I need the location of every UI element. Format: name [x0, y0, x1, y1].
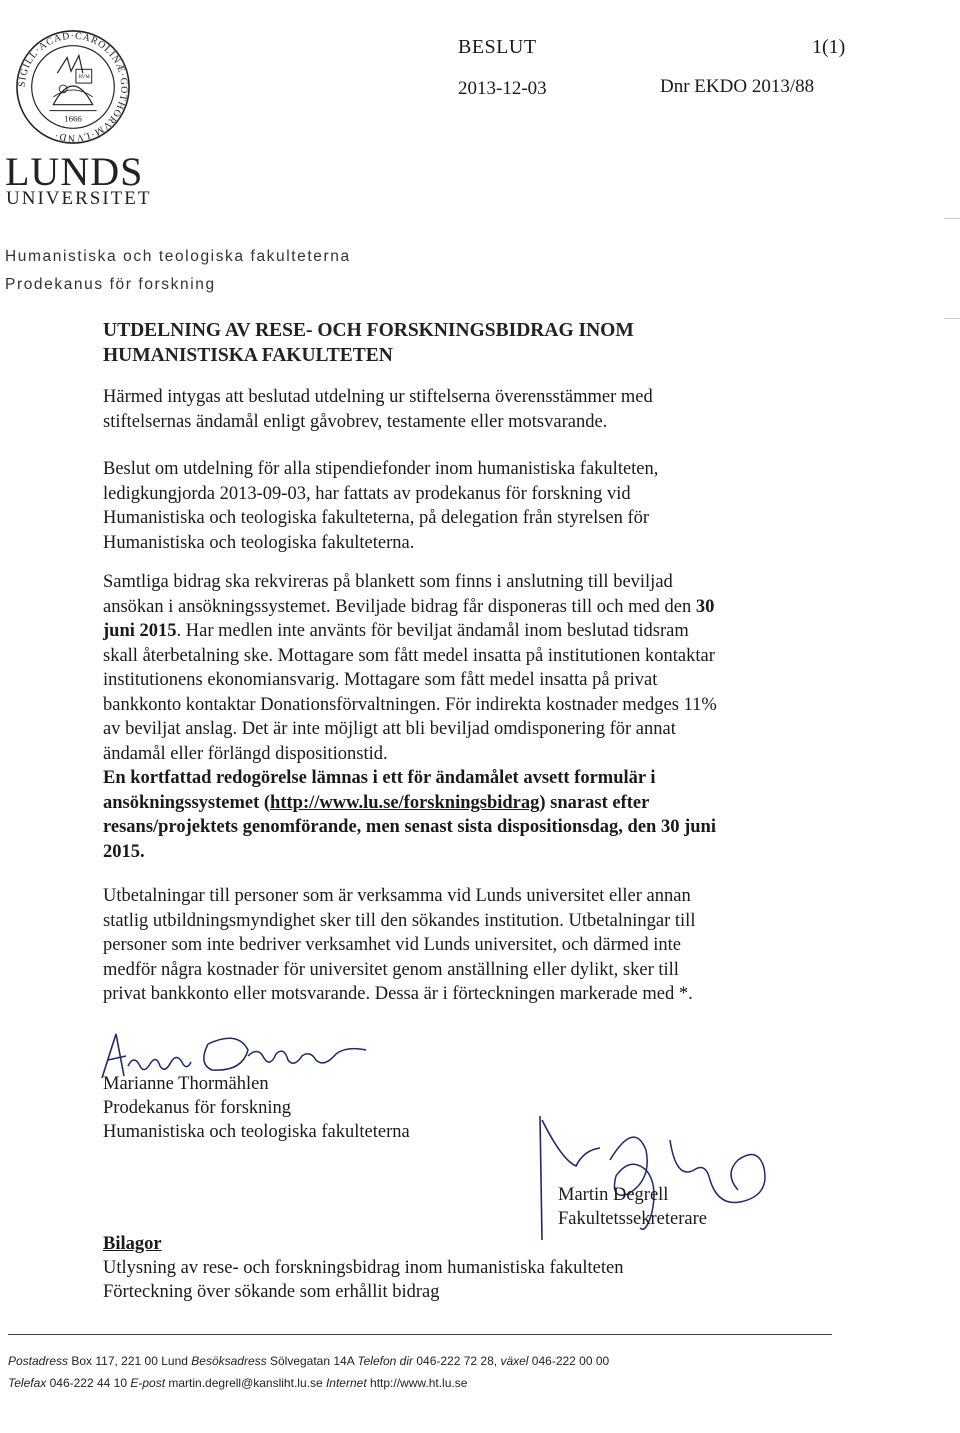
faculty-name: Humanistiska och teologiska fakulteterna [5, 248, 351, 265]
signer-role: Fakultetssekreterare [558, 1209, 707, 1229]
office-name: Prodekanus för forskning [5, 276, 216, 293]
text-line: ledigkungjorda 2013-09-03, har fattats av prodekanus för forskning vid [103, 483, 631, 504]
text-line: skall återbetalning ske. Mottagare som fått medel insatta på institutionen kontaktar [103, 645, 715, 666]
text-line: Utbetalningar till personer som är verksamma vid Lunds universitet eller annan [103, 886, 691, 906]
attachments-heading: Bilagor [103, 1234, 162, 1254]
svg-text:1666: 1666 [64, 113, 82, 124]
text-line: En kortfattad redogörelse lämnas i ett för ändamålet avsett formulär i [103, 768, 656, 788]
text-line: ansökningssystemet (http://www.lu.se/forskningsbidrag) snarast efter [103, 792, 650, 813]
document-reference: Dnr EKDO 2013/88 [660, 76, 815, 97]
text-line: Humanistiska och teologiska fakulteterna. [103, 532, 415, 553]
text-line: Beslut om utdelning för alla stipendiefonder inom humanistiska fakulteten, [103, 459, 659, 479]
svg-text:RVM: RVM [78, 75, 90, 81]
research-grant-link[interactable]: http://www.lu.se/forskningsbidrag [270, 792, 540, 813]
paragraph-decision [103, 457, 743, 555]
title-line: UTDELNING AV RESE- OCH FORSKNINGSBIDRAG INOM [103, 320, 634, 341]
signer-unit: Humanistiska och teologiska fakulteterna [103, 1122, 410, 1142]
document-date: 2013-12-03 [458, 78, 547, 99]
page-number: 1(1) [812, 36, 846, 58]
footer-address-line: Postadress Box 117, 221 00 Lund Besöksadress Sölvegatan 14A Telefon dir 046-222 72 28, växel 046-222 00 00 [8, 1354, 610, 1368]
paragraph-certification [103, 385, 743, 434]
paragraph-payments [103, 884, 743, 1007]
text-line: resans/projektets genomförande, men senast sista dispositionsdag, den 30 juni [103, 817, 716, 837]
attachment-item: Utlysning av rese- och forskningsbidrag inom humanistiska fakulteten [103, 1258, 624, 1278]
signer-role: Prodekanus för forskning [103, 1098, 292, 1118]
paragraph-report-notice [103, 766, 743, 864]
footer-divider [8, 1334, 832, 1335]
text-line: av beviljat anslag. Det är inte möjligt att bli beviljad omdisponering för annat [103, 719, 676, 739]
text-line: statlig utbildningsmyndighet sker till den sökandes institution. Utbetalningar till [103, 910, 696, 931]
signer-name: Marianne Thormählen [103, 1074, 269, 1094]
signer-name: Martin Degrell [558, 1185, 669, 1205]
text-line: privat bankkonto eller motsvarande. Dessa är i förteckningen markerade med *. [103, 984, 693, 1004]
text-line: medför några kostnader för universitet genom anställning eller dylikt, sker till [103, 959, 679, 980]
text-line: juni 2015. Har medlen inte använts för beviljat ändamål inom beslutad tidsram [103, 621, 689, 641]
text-line: 2015. [103, 841, 145, 862]
text-line: Humanistiska och teologiska fakulteterna, på delegation från styrelsen för [103, 508, 650, 528]
attachment-item: Förteckning över sökande som erhållit bidrag [103, 1282, 440, 1302]
text-line: personer som inte bedriver verksamhet vid Lunds universitet, och därmed inte [103, 935, 681, 955]
deadline-month-year: juni 2015 [103, 621, 177, 641]
scan-edge-mark [944, 218, 960, 219]
text-line: ändamål eller förlängd dispositionstid. [103, 743, 388, 764]
brand-subname: UNIVERSITET [6, 188, 152, 209]
text-line: bankkonto kontaktar Donationsförvaltningen. För indirekta kostnader medges 11% [103, 694, 717, 715]
footer-contact-line: Telefax 046-222 44 10 E-post martin.degrell@kansliht.lu.se Internet http://www.ht.lu.se [8, 1376, 468, 1390]
text-line: institutionens ekonomiansvarig. Mottagare som fått medel insatta på privat [103, 670, 658, 690]
attachments-list [103, 1256, 623, 1304]
deadline-day: 30 [695, 596, 715, 617]
scan-edge-mark [944, 318, 960, 319]
title-line: HUMANISTISKA FAKULTETEN [103, 345, 393, 366]
paragraph-requisition [103, 570, 743, 766]
document-title [103, 318, 634, 368]
signer-block-1 [103, 1072, 410, 1144]
university-seal-icon [14, 28, 132, 146]
document-type: BESLUT [458, 36, 537, 58]
brand-name: LUNDS [5, 149, 144, 194]
text-line: stiftelsernas ändamål enligt gåvobrev, testamente eller motsvarande. [103, 411, 608, 432]
text-line: Härmed intygas att beslutad utdelning ur stiftelserna överensstämmer med [103, 387, 653, 407]
text-line: ansökan i ansökningssystemet. Beviljade bidrag får disponeras till och med den 30 [103, 596, 715, 617]
footer-email[interactable]: martin.degrell@kansliht.lu.se [168, 1376, 323, 1390]
signer-block-2 [558, 1183, 707, 1231]
footer-website[interactable]: http://www.ht.lu.se [370, 1376, 468, 1390]
text-line: Samtliga bidrag ska rekvireras på blankett som finns i anslutning till beviljad [103, 572, 673, 592]
svg-text:SIGILL·ACAD·CAROLINÆ·GOTHORVM·: SIGILL·ACAD·CAROLINÆ·GOTHORVM·LVND· [16, 30, 130, 144]
